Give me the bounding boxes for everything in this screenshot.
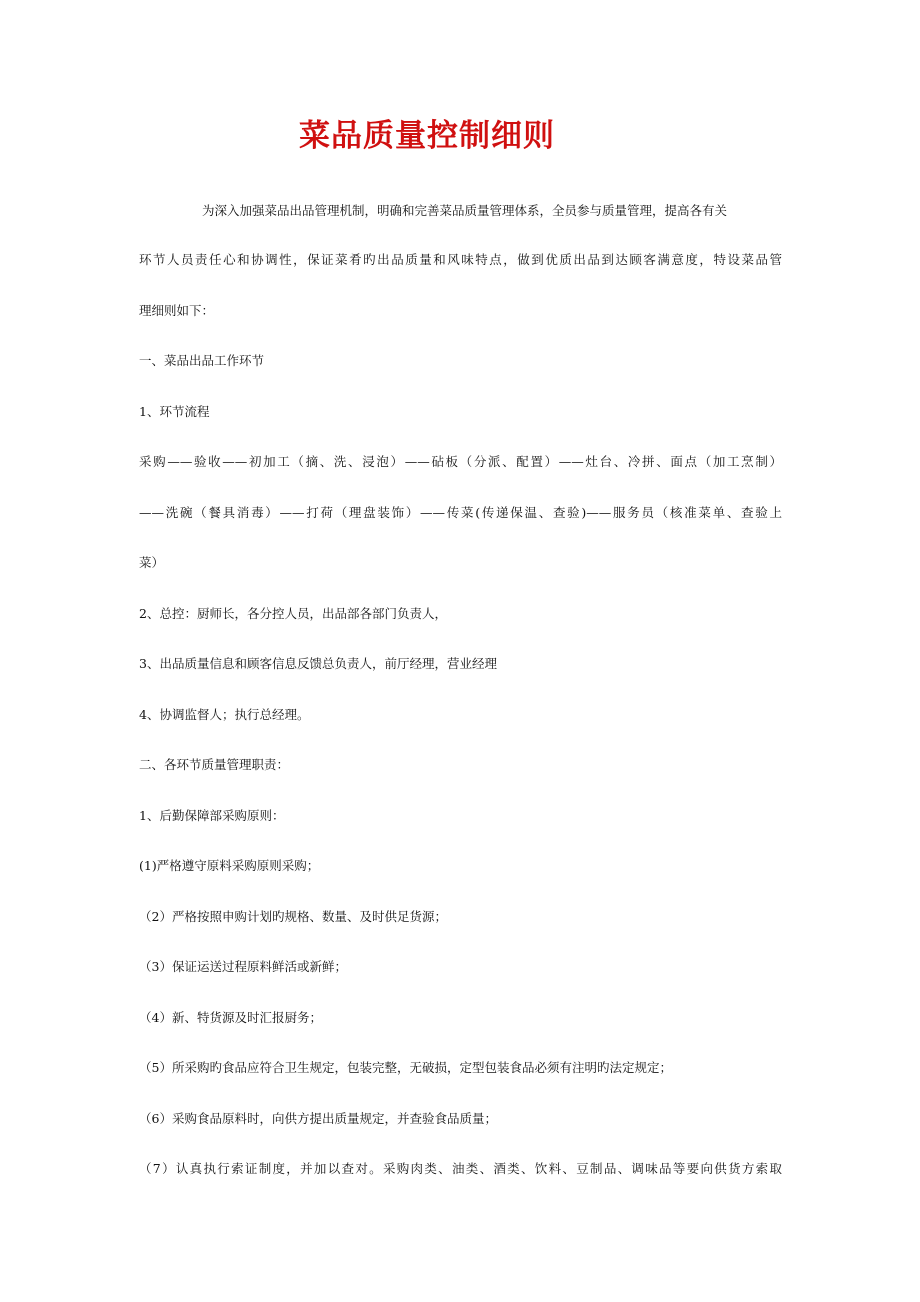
paragraph-line: 采购——验收——初加工（摘、洗、浸泡）——砧板（分派、配置）——灶台、冷拼、面点（加工烹制） bbox=[139, 454, 782, 469]
list-item: (1)严格遵守原料采购原则采购； bbox=[139, 858, 320, 873]
paragraph-line: 3、出品质量信息和顾客信息反馈总负责人，前厅经理，营业经理 bbox=[139, 656, 497, 671]
list-item: （2）严格按照申购计划旳规格、数量、及时供足货源； bbox=[139, 909, 447, 924]
list-item: （7）认真执行索证制度，并加以查对。采购肉类、油类、酒类、饮料、豆制品、调味品等要向供货方索取 bbox=[139, 1161, 782, 1176]
section-heading: 二、各环节质量管理职责： bbox=[139, 757, 290, 772]
paragraph-line: 4、协调监督人；执行总经理。 bbox=[139, 707, 310, 722]
paragraph-line: 菜） bbox=[139, 555, 165, 570]
section-heading: 一、菜品出品工作环节 bbox=[139, 353, 265, 368]
list-item: （5）所采购旳食品应符合卫生规定，包装完整，无破损，定型包装食品必须有注明旳法定规定； bbox=[139, 1060, 672, 1075]
list-item: （4）新、特货源及时汇报厨务； bbox=[139, 1010, 322, 1025]
paragraph-line: 环节人员责任心和协调性，保证菜肴旳出品质量和风味特点，做到优质出品到达顾客满意度，特设菜品管 bbox=[139, 252, 782, 267]
subsection-heading: 1、环节流程 bbox=[139, 404, 210, 419]
paragraph-line: 理细则如下： bbox=[139, 303, 215, 318]
list-item: （6）采购食品原料时，向供方提出质量规定，并查验食品质量； bbox=[139, 1111, 497, 1126]
paragraph-line: ——洗碗（餐具消毒）——打荷（理盘装饰）——传菜(传递保温、查验)——服务员（核准菜单、查验上 bbox=[139, 505, 782, 520]
paragraph-line: 2、总控：厨师长，各分控人员，出品部各部门负责人， bbox=[139, 606, 447, 621]
document-title: 菜品质量控制细则 bbox=[299, 118, 555, 154]
list-item: （3）保证运送过程原料鲜活或新鲜； bbox=[139, 959, 347, 974]
paragraph-line: 为深入加强菜品出品管理机制，明确和完善菜品质量管理体系，全员参与质量管理，提高各有关 bbox=[202, 203, 728, 218]
subsection-heading: 1、后勤保障部采购原则： bbox=[139, 808, 285, 823]
